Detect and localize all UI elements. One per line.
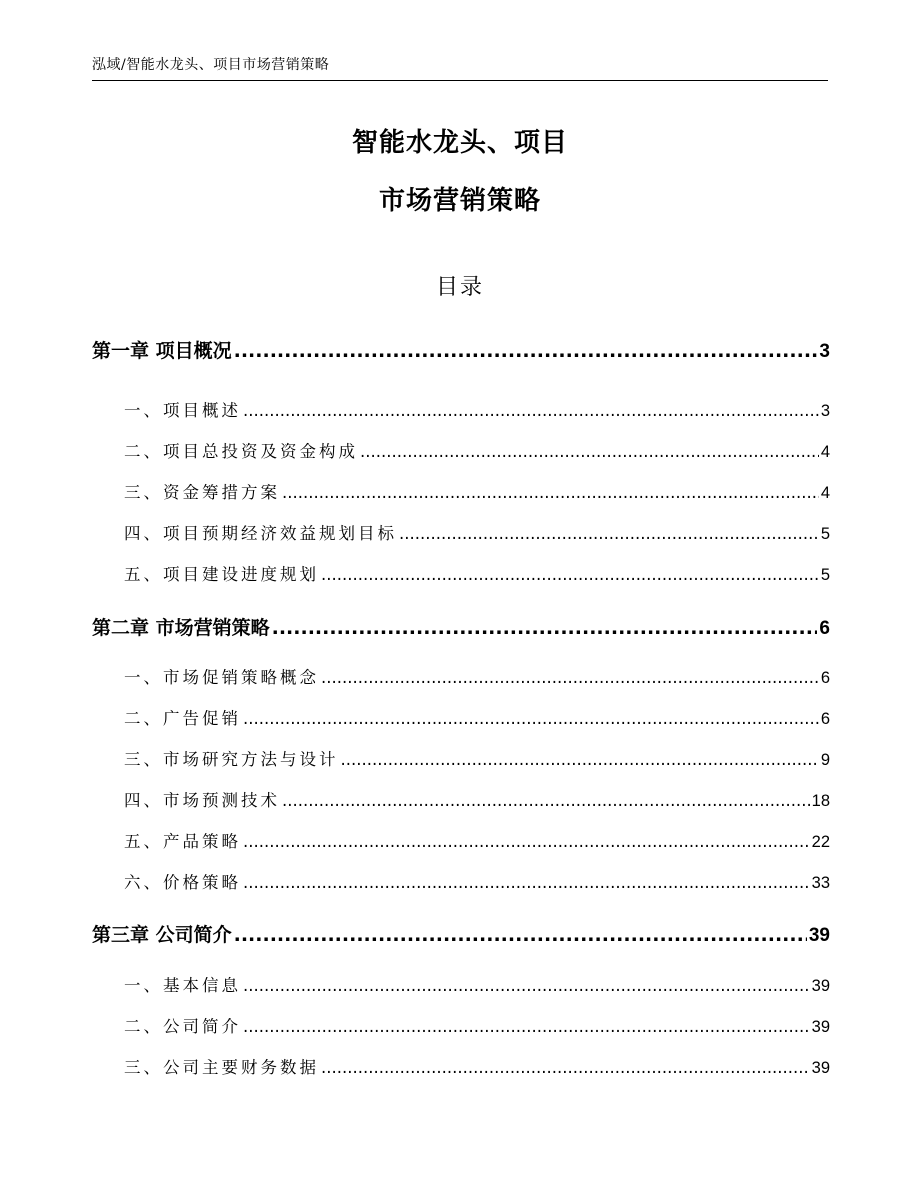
toc-section-2-5[interactable] <box>92 828 830 852</box>
toc-section-number: 三、 <box>124 750 163 769</box>
toc-page-number: 39 <box>808 925 830 946</box>
toc-chapter-label: 第二章 市场营销策略 <box>92 617 270 639</box>
toc-section-number: 三、 <box>124 1058 163 1077</box>
toc-page-number: 4 <box>820 484 830 502</box>
toc-section-2-1[interactable] <box>92 664 830 688</box>
toc-page-number: 39 <box>811 1059 830 1077</box>
toc-page-number: 39 <box>811 977 830 995</box>
toc-section-label: 项目建设进度规划 <box>163 565 319 584</box>
toc-section-number: 五、 <box>124 565 163 584</box>
toc-section-1-2[interactable] <box>92 438 830 462</box>
toc-page-number: 6 <box>820 710 830 728</box>
toc-section-1-4[interactable] <box>92 520 830 544</box>
toc-page-number: 5 <box>820 525 830 543</box>
toc-section-3-2[interactable] <box>92 1013 830 1037</box>
toc-section-number: 一、 <box>124 401 163 420</box>
toc-dot-leader <box>243 832 810 851</box>
toc-section-3-3[interactable] <box>92 1054 830 1078</box>
toc-section-label: 公司简介 <box>163 1017 241 1036</box>
toc-page-number: 22 <box>811 833 830 851</box>
toc-dot-leader <box>399 524 819 543</box>
document-title-line-1: 智能水龙头、项目 <box>351 128 568 158</box>
toc-section-label: 价格策略 <box>163 873 241 892</box>
toc-dot-leader <box>234 924 807 946</box>
running-header: 泓域/智能水龙头、项目市场营销策略 <box>92 57 330 73</box>
toc-page-number: 6 <box>820 669 830 687</box>
toc-section-1-3[interactable] <box>92 479 830 503</box>
toc-section-label: 基本信息 <box>163 976 241 995</box>
toc-section-label: 资金筹措方案 <box>163 483 280 502</box>
toc-section-label: 产品策略 <box>163 832 241 851</box>
toc-section-label: 项目预期经济效益规划目标 <box>163 524 397 543</box>
toc-dot-leader <box>360 442 819 461</box>
toc-page-number: 9 <box>820 751 830 769</box>
toc-section-number: 四、 <box>124 524 163 543</box>
toc-page-number: 3 <box>819 341 830 362</box>
toc-section-number: 二、 <box>124 1017 163 1036</box>
toc-section-1-1[interactable] <box>92 397 830 421</box>
toc-section-3-1[interactable] <box>92 972 830 996</box>
toc-chapter-2[interactable] <box>92 613 830 640</box>
toc-section-number: 六、 <box>124 873 163 892</box>
toc-section-number: 四、 <box>124 791 163 810</box>
toc-section-number: 一、 <box>124 976 163 995</box>
toc-dot-leader <box>243 709 819 728</box>
toc-section-2-2[interactable] <box>92 705 830 729</box>
toc-section-label: 公司主要财务数据 <box>163 1058 319 1077</box>
toc-page-number: 39 <box>811 1018 830 1036</box>
toc-section-label: 市场促销策略概念 <box>163 668 319 687</box>
toc-section-2-4[interactable] <box>92 787 830 811</box>
toc-dot-leader <box>234 340 818 362</box>
toc-dot-leader <box>282 483 819 502</box>
toc-dot-leader <box>321 565 819 584</box>
toc-section-2-3[interactable] <box>92 746 830 770</box>
toc-page-number: 6 <box>819 618 830 639</box>
toc-dot-leader <box>321 668 819 687</box>
toc-page-number: 5 <box>820 566 830 584</box>
toc-dot-leader <box>341 750 819 769</box>
toc-section-number: 五、 <box>124 832 163 851</box>
toc-dot-leader <box>282 791 810 810</box>
toc-dot-leader <box>243 873 810 892</box>
toc-dot-leader <box>243 1017 810 1036</box>
toc-chapter-label: 第一章 项目概况 <box>92 340 232 362</box>
toc-heading: 目录 <box>435 275 484 300</box>
toc-section-1-5[interactable] <box>92 561 830 585</box>
toc-page-number: 33 <box>811 874 830 892</box>
toc-section-label: 项目总投资及资金构成 <box>163 442 358 461</box>
toc-chapter-3[interactable] <box>92 920 830 947</box>
toc-section-2-6[interactable] <box>92 869 830 893</box>
toc-page-number: 3 <box>820 402 830 420</box>
toc-section-label: 项目概述 <box>163 401 241 420</box>
document-title-line-2: 市场营销策略 <box>378 186 541 216</box>
toc-page-number: 18 <box>811 792 830 810</box>
toc-dot-leader <box>243 976 810 995</box>
toc-section-label: 广告促销 <box>163 709 241 728</box>
toc-section-number: 一、 <box>124 668 163 687</box>
toc-section-label: 市场研究方法与设计 <box>163 750 339 769</box>
header-rule <box>92 80 828 81</box>
toc-dot-leader <box>243 401 819 420</box>
toc-section-number: 二、 <box>124 709 163 728</box>
toc-chapter-1[interactable] <box>92 336 830 363</box>
toc-section-number: 二、 <box>124 442 163 461</box>
toc-section-label: 市场预测技术 <box>163 791 280 810</box>
toc-chapter-label: 第三章 公司简介 <box>92 924 232 946</box>
toc-page-number: 4 <box>820 443 830 461</box>
toc-section-number: 三、 <box>124 483 163 502</box>
toc-dot-leader <box>272 617 818 639</box>
toc-dot-leader <box>321 1058 810 1077</box>
